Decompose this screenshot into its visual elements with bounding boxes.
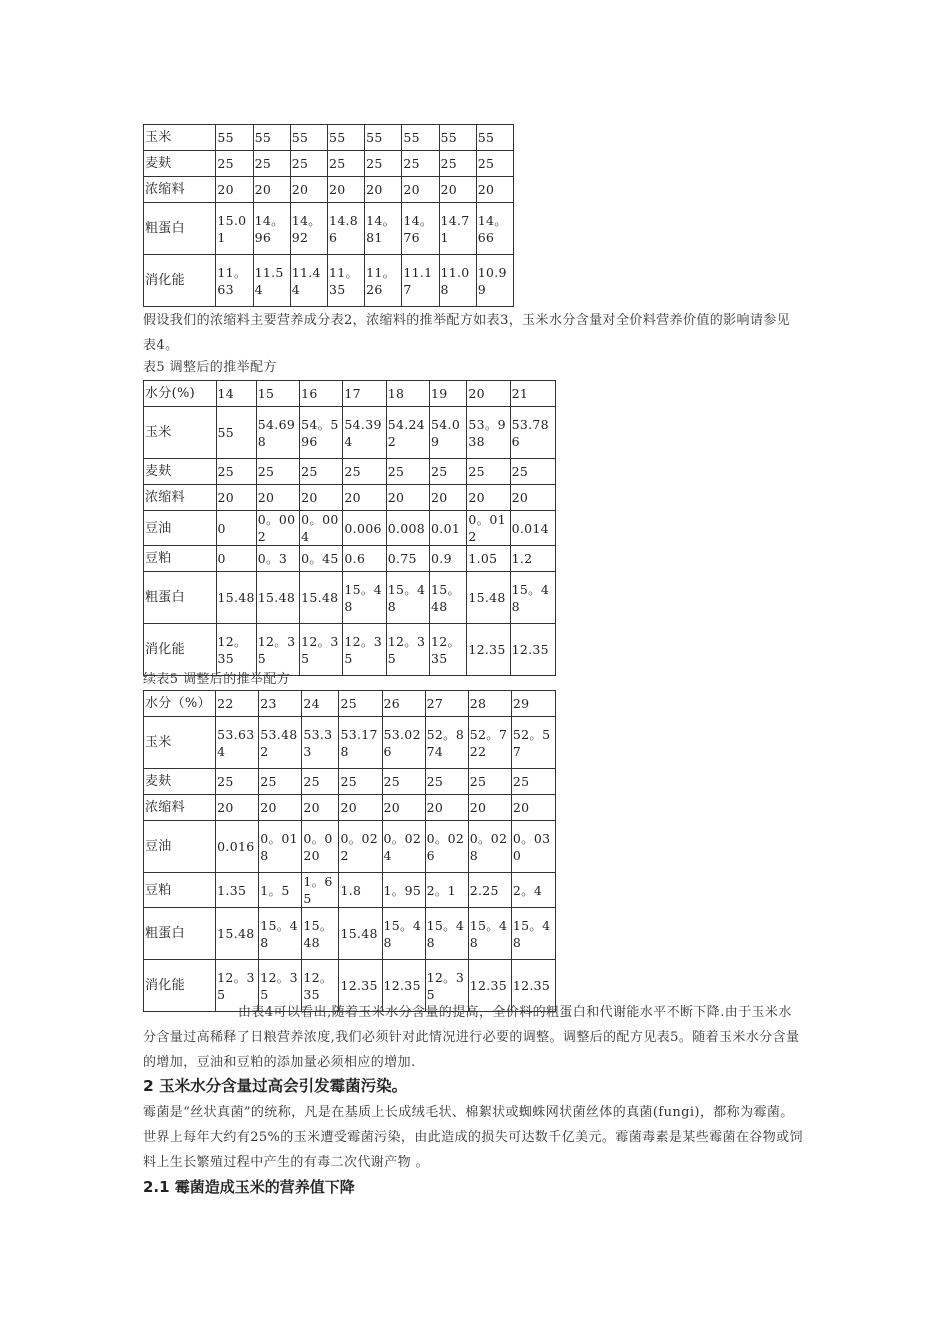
- table-cell: 53.634: [216, 717, 259, 769]
- table-cell: 20: [467, 485, 510, 511]
- table-cell: 0。024: [382, 821, 425, 873]
- table-cell: 16: [300, 381, 343, 407]
- table-cell: 15。48: [430, 572, 467, 624]
- table-cell: 20: [439, 177, 476, 203]
- table-cell: 25: [476, 151, 513, 177]
- table-cell: 54.394: [343, 407, 386, 459]
- table-cell: 0.016: [216, 821, 259, 873]
- table-cell: 15。48: [386, 572, 429, 624]
- table-cell: 14。92: [290, 203, 327, 255]
- table-5-continued: [143, 690, 556, 1012]
- table-cell: 18: [386, 381, 429, 407]
- table-cell: 20: [467, 381, 510, 407]
- table-cell: 54。596: [300, 407, 343, 459]
- row-label: 水分(%): [144, 381, 217, 407]
- table-5: [143, 380, 556, 676]
- table-cell: 25: [365, 151, 402, 177]
- row-label: 豆粕: [144, 873, 216, 908]
- paragraph-3: 霉菌是“丝状真菌”的统称，凡是在基质上长成绒毛状、棉絮状或蜘蛛网状菌丝体的真菌(fungi)，都称为霉菌。世界上每年大约有25%的玉米遭受霉菌污染，由此造成的损失可达数千亿美元。霉菌毒素是某些霉菌在谷物或饲料上生长繁殖过程中产生的有毒二次代谢产物 。: [143, 1105, 803, 1170]
- table-row: [144, 908, 556, 960]
- table-cell: 0.75: [386, 546, 429, 572]
- table-cell: 53.482: [259, 717, 302, 769]
- table-cell: 15。48: [382, 908, 425, 960]
- table-cell: 25: [382, 769, 425, 795]
- table-cell: 0。004: [300, 511, 343, 546]
- table-cell: 12。35: [430, 624, 467, 676]
- table-cell: 20: [327, 177, 364, 203]
- table-cell: 20: [511, 795, 555, 821]
- table-cell: 15。48: [343, 572, 386, 624]
- table-cell: 12.35: [382, 960, 425, 1012]
- table-cell: 15.48: [216, 908, 259, 960]
- table-cell: 29: [511, 691, 555, 717]
- table-cell: 19: [430, 381, 467, 407]
- table-cell: 0: [216, 511, 256, 546]
- table-cell: 20: [216, 177, 253, 203]
- row-label: 麦麸: [144, 151, 216, 177]
- table-cell: 2。4: [511, 873, 555, 908]
- table-cell: 1。5: [259, 873, 302, 908]
- table-cell: 20: [216, 795, 259, 821]
- table-cell: 14。81: [365, 203, 402, 255]
- table-cell: 25: [216, 459, 256, 485]
- table-cell: 20: [259, 795, 302, 821]
- table-row: [144, 407, 556, 459]
- table-row: [144, 177, 514, 203]
- table-cell: 20: [468, 795, 511, 821]
- table-cell: 20: [343, 485, 386, 511]
- table-cell: 15.48: [256, 572, 299, 624]
- table-row: [144, 691, 556, 717]
- row-label: 消化能: [144, 624, 217, 676]
- table-cell: 25: [302, 769, 339, 795]
- row-label: 浓缩料: [144, 795, 216, 821]
- table-cell: 12。35: [259, 960, 302, 1012]
- table-cell: 55: [290, 125, 327, 151]
- table-cell: 20: [256, 485, 299, 511]
- table-cell: 0.01: [430, 511, 467, 546]
- table-cell: 20: [510, 485, 555, 511]
- table-row: [144, 151, 514, 177]
- table-row: [144, 511, 556, 546]
- table-cell: 0.006: [343, 511, 386, 546]
- table-cell: 14。76: [402, 203, 439, 255]
- table-cell: 52。722: [468, 717, 511, 769]
- table-cell: 21: [510, 381, 555, 407]
- table-cell: 20: [339, 795, 382, 821]
- table-cell: 12。35: [300, 624, 343, 676]
- table-cell: 11.17: [402, 255, 439, 307]
- table-cell: 52。874: [425, 717, 468, 769]
- table-cell: 11。63: [216, 255, 253, 307]
- table-cell: 0。45: [300, 546, 343, 572]
- table-cell: 20: [402, 177, 439, 203]
- row-label: 豆粕: [144, 546, 217, 572]
- table-cell: 25: [468, 769, 511, 795]
- table-cell: 20: [216, 485, 256, 511]
- row-label: 消化能: [144, 960, 216, 1012]
- table-cell: 12。35: [386, 624, 429, 676]
- table-cell: 27: [425, 691, 468, 717]
- table-corn-nutrition: [143, 124, 514, 307]
- row-label: 消化能: [144, 255, 216, 307]
- table-cell: 53.178: [339, 717, 382, 769]
- table-cell: 14。96: [253, 203, 290, 255]
- table-cell: 0。018: [259, 821, 302, 873]
- table-cell: 0。028: [468, 821, 511, 873]
- table-cell: 14。66: [476, 203, 513, 255]
- table-cell: 14: [216, 381, 256, 407]
- table-cell: 53.33: [302, 717, 339, 769]
- table-cell: 54.09: [430, 407, 467, 459]
- row-label: 麦麸: [144, 459, 217, 485]
- table-cell: 11。26: [365, 255, 402, 307]
- table-cell: 53.026: [382, 717, 425, 769]
- table-cell: 55: [216, 125, 253, 151]
- row-label: 浓缩料: [144, 485, 217, 511]
- table-cell: 54.698: [256, 407, 299, 459]
- table-cell: 0.9: [430, 546, 467, 572]
- table-cell: 25: [343, 459, 386, 485]
- row-label: 玉米: [144, 407, 217, 459]
- table-cell: 20: [365, 177, 402, 203]
- table-cell: 55: [476, 125, 513, 151]
- table5b-caption: 续表5 调整后的推举配方: [143, 672, 291, 687]
- row-label: 浓缩料: [144, 177, 216, 203]
- table-cell: 55: [439, 125, 476, 151]
- table-cell: 0。3: [256, 546, 299, 572]
- table-cell: 1。95: [382, 873, 425, 908]
- table-cell: 0。020: [302, 821, 339, 873]
- table-cell: 25: [290, 151, 327, 177]
- table-cell: 20: [425, 795, 468, 821]
- table-cell: 0。002: [256, 511, 299, 546]
- table-cell: 55: [327, 125, 364, 151]
- table-cell: 11。35: [327, 255, 364, 307]
- table-cell: 25: [402, 151, 439, 177]
- table-cell: 0.014: [510, 511, 555, 546]
- table-cell: 15.48: [467, 572, 510, 624]
- table-cell: 0.008: [386, 511, 429, 546]
- table-cell: 25: [339, 769, 382, 795]
- table-cell: 15.48: [339, 908, 382, 960]
- table-cell: 12。35: [425, 960, 468, 1012]
- table-cell: 52。57: [511, 717, 555, 769]
- row-label: 豆油: [144, 821, 216, 873]
- table-cell: 12.35: [511, 960, 555, 1012]
- table-cell: 20: [386, 485, 429, 511]
- table-cell: 15。48: [468, 908, 511, 960]
- table-cell: 55: [253, 125, 290, 151]
- table-cell: 15。48: [510, 572, 555, 624]
- table-cell: 25: [425, 769, 468, 795]
- table-cell: 22: [216, 691, 259, 717]
- table-cell: 1.8: [339, 873, 382, 908]
- table-cell: 0。012: [467, 511, 510, 546]
- heading-section-2: 2 玉米水分含量过高会引发霉菌污染。: [143, 1077, 408, 1095]
- paragraph-1: 假设我们的浓缩料主要营养成分表2，浓缩料的推举配方如表3，玉米水分含量对全价料营养价值的影响请参见表4。: [143, 313, 791, 353]
- table-row: [144, 125, 514, 151]
- table-cell: 1.2: [510, 546, 555, 572]
- table-row: [144, 821, 556, 873]
- row-label: 豆油: [144, 511, 217, 546]
- table-cell: 12.35: [468, 960, 511, 1012]
- table-row: [144, 459, 556, 485]
- table-cell: 55: [216, 407, 256, 459]
- table-row: [144, 873, 556, 908]
- table-cell: 0: [216, 546, 256, 572]
- table-cell: 15。48: [259, 908, 302, 960]
- table-cell: 2.25: [468, 873, 511, 908]
- table-cell: 12。35: [343, 624, 386, 676]
- table-cell: 11.44: [290, 255, 327, 307]
- table-row: [144, 572, 556, 624]
- table-row: [144, 795, 556, 821]
- table-cell: 15: [256, 381, 299, 407]
- table-cell: 12。35: [256, 624, 299, 676]
- table-cell: 12。35: [216, 624, 256, 676]
- table-cell: 15.48: [216, 572, 256, 624]
- table-cell: 25: [386, 459, 429, 485]
- table-row: [144, 546, 556, 572]
- table-cell: 15。48: [511, 908, 555, 960]
- table-row: [144, 485, 556, 511]
- table-row: [144, 717, 556, 769]
- table-cell: 14.86: [327, 203, 364, 255]
- table-cell: 25: [467, 459, 510, 485]
- table-cell: 1.05: [467, 546, 510, 572]
- table-cell: 20: [302, 795, 339, 821]
- table-cell: 53.786: [510, 407, 555, 459]
- table-cell: 25: [511, 769, 555, 795]
- table-cell: 11.54: [253, 255, 290, 307]
- row-label: 粗蛋白: [144, 908, 216, 960]
- table-cell: 0。030: [511, 821, 555, 873]
- table-cell: 20: [290, 177, 327, 203]
- table-cell: 20: [382, 795, 425, 821]
- table-cell: 25: [300, 459, 343, 485]
- table-cell: 15。48: [425, 908, 468, 960]
- table-row: [144, 381, 556, 407]
- table-cell: 12.35: [467, 624, 510, 676]
- table-cell: 25: [256, 459, 299, 485]
- table-cell: 20: [430, 485, 467, 511]
- row-label: 水分（%）: [144, 691, 216, 717]
- table-cell: 0。022: [339, 821, 382, 873]
- table-cell: 25: [253, 151, 290, 177]
- table-cell: 24: [302, 691, 339, 717]
- table-cell: 23: [259, 691, 302, 717]
- table-cell: 12。35: [216, 960, 259, 1012]
- table-cell: 1。65: [302, 873, 339, 908]
- table-cell: 28: [468, 691, 511, 717]
- table-cell: 0.6: [343, 546, 386, 572]
- table-cell: 55: [365, 125, 402, 151]
- table-cell: 25: [430, 459, 467, 485]
- table-row: [144, 203, 514, 255]
- table-cell: 0。026: [425, 821, 468, 873]
- table-cell: 17: [343, 381, 386, 407]
- table-row: [144, 255, 514, 307]
- table-cell: 1.35: [216, 873, 259, 908]
- heading-section-2-1: 2.1 霉菌造成玉米的营养值下降: [143, 1178, 355, 1196]
- table-cell: 15。48: [302, 908, 339, 960]
- table-cell: 53。938: [467, 407, 510, 459]
- table-cell: 12.35: [510, 624, 555, 676]
- table-cell: 10.99: [476, 255, 513, 307]
- table-cell: 2。1: [425, 873, 468, 908]
- table-cell: 20: [253, 177, 290, 203]
- table-cell: 25: [439, 151, 476, 177]
- table-cell: 15.48: [300, 572, 343, 624]
- table-cell: 54.242: [386, 407, 429, 459]
- paragraph-2: 由表4可以看出,随着玉米水分含量的提高，全价料的粗蛋白和代谢能水平不断下降.由于玉米水分含量过高稀释了日粮营养浓度,我们必须针对此情况进行必要的调整。调整后的配方见表5。随着玉米水分含量的增加，豆油和豆粕的添加量必须相应的增加.: [143, 1005, 800, 1070]
- row-label: 粗蛋白: [144, 572, 217, 624]
- table-cell: 12。35: [302, 960, 339, 1012]
- row-label: 粗蛋白: [144, 203, 216, 255]
- table-cell: 14.71: [439, 203, 476, 255]
- table-cell: 25: [259, 769, 302, 795]
- table-cell: 12.35: [339, 960, 382, 1012]
- row-label: 麦麸: [144, 769, 216, 795]
- row-label: 玉米: [144, 125, 216, 151]
- table-cell: 25: [510, 459, 555, 485]
- table-cell: 26: [382, 691, 425, 717]
- table-cell: 25: [339, 691, 382, 717]
- table-cell: 11.08: [439, 255, 476, 307]
- table-cell: 55: [402, 125, 439, 151]
- table-cell: 25: [327, 151, 364, 177]
- table-cell: 20: [300, 485, 343, 511]
- row-label: 玉米: [144, 717, 216, 769]
- table-row: [144, 769, 556, 795]
- table-cell: 15.01: [216, 203, 253, 255]
- table-cell: 25: [216, 151, 253, 177]
- table5-caption: 表5 调整后的推举配方: [143, 360, 277, 375]
- table-cell: 20: [476, 177, 513, 203]
- table-cell: 25: [216, 769, 259, 795]
